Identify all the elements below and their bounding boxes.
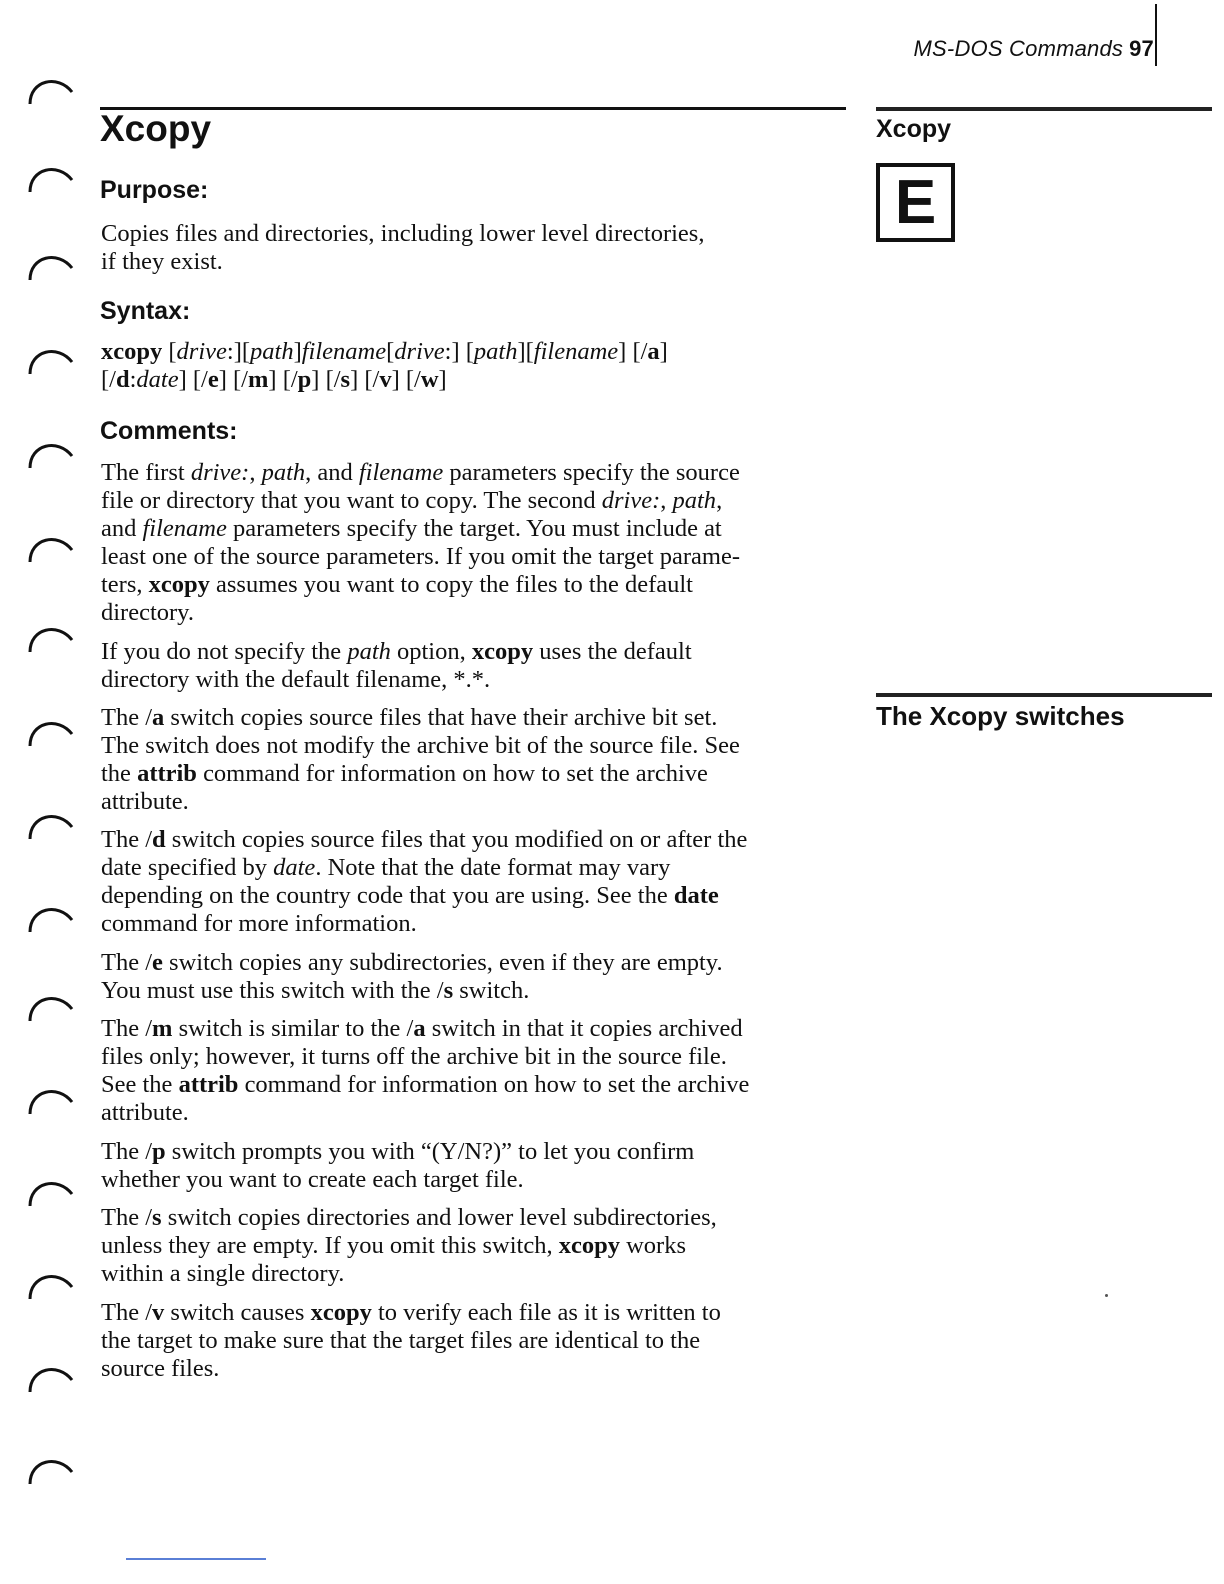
syntax-punct: : [129,366,137,393]
text-line [101,760,861,788]
binding-hole-icon [14,1358,80,1398]
scan-speck [1105,1294,1108,1297]
comment-paragraph-switch-v [101,1299,861,1383]
switch-s: s [340,366,351,393]
running-title: MS-DOS Commands [913,36,1124,61]
switch-s: s [152,1204,162,1231]
title-rule [100,107,846,110]
running-header [914,36,1154,62]
text-line [101,1071,861,1099]
syntax-punct: ][ [517,338,534,365]
footer-line [126,1558,266,1560]
text-run: switch copies source files that have their archive bit set. [164,704,718,731]
comment-paragraph-path [101,638,861,694]
page-number: 97 [1129,36,1154,61]
text-line [101,459,861,487]
param-path: path [672,487,717,514]
switch-p: p [297,366,312,393]
switch-a: a [152,704,165,731]
text-run: The / [101,1299,153,1326]
command-name: xcopy [148,571,210,598]
text-run: , [249,459,262,486]
text-run: If you do not specify the [101,638,348,665]
switch-d: d [152,826,166,853]
purpose-line: Copies files and directories, including lower level directories, [101,220,705,247]
param-drive: drive [176,338,227,365]
text-line [101,1138,861,1166]
syntax-punct: [ [162,338,177,365]
text-run: switch copies directories and lower level subdirectories, [161,1204,717,1231]
param-filename: filename [142,515,227,542]
text-run: switch causes [164,1299,311,1326]
section-badge-letter: E [894,167,937,237]
text-line: command for more information. [101,910,417,937]
param-date: date [273,854,316,881]
text-run: and [101,515,143,542]
text-line: within a single directory. [101,1260,345,1287]
purpose-text [101,220,861,276]
text-line [101,704,861,732]
text-run: , [716,487,723,514]
text-run: unless they are empty. If you omit this switch, [101,1232,559,1259]
syntax-line-1 [101,338,861,366]
header-divider [1155,4,1157,66]
sidebar-section-title: The Xcopy switches [876,701,1125,731]
text-run: The / [101,704,153,731]
text-run: The / [101,1204,153,1231]
command-name: date [673,882,719,909]
text-run: the [101,760,138,787]
text-run: switch in that it copies archived [425,1015,743,1042]
text-run: switch copies source files that you modified on or after the [165,826,748,853]
text-line [101,1015,861,1043]
text-run: to verify each file as it is written to [371,1299,721,1326]
text-line [101,515,861,543]
switch-e: e [207,366,219,393]
text-line [101,487,861,515]
param-date: date [136,366,179,393]
binding-hole-icon [14,618,80,658]
binding-hole-icon [14,987,80,1027]
binding-hole-icon [14,434,80,474]
syntax-punct: [/ [101,366,116,393]
text-run: parameters specify the source [443,459,740,486]
switch-e: e [152,949,163,976]
binding-hole-icon [14,1265,80,1305]
syntax-punct: ] [/ [311,366,341,393]
comment-paragraph-switch-p [101,1138,861,1194]
sidebar-rule-top [876,107,1212,111]
syntax-line-2 [101,366,861,394]
switch-a: a [647,338,660,365]
param-filename: filename [533,338,619,365]
text-run: depending on the country code that you are using. See the [101,882,674,909]
switch-p: p [152,1138,166,1165]
text-line: attribute. [101,1099,189,1126]
sidebar-title: Xcopy [876,115,952,143]
text-line [101,854,861,882]
text-line: directory with the default filename, *.*. [101,666,491,693]
text-run: switch is similar to the / [172,1015,414,1042]
syntax-punct: :][ [226,338,251,365]
param-drive: drive: [601,487,661,514]
command-name: xcopy [558,1232,620,1259]
text-line [101,826,861,854]
comment-paragraph-switch-s [101,1204,861,1288]
switch-w: w [420,366,439,393]
switch-m: m [247,366,269,393]
syntax-heading: Syntax: [100,297,191,325]
sidebar-rule-switches [876,693,1212,697]
syntax-punct: ] [293,338,302,365]
comment-paragraph-switch-a [101,704,861,816]
param-path: path [473,338,518,365]
text-line: least one of the source parameters. If you omit the target parame- [101,543,741,570]
switch-d: d [115,366,130,393]
switch-v: v [152,1299,165,1326]
switch-m: m [152,1015,173,1042]
purpose-line: if they exist. [101,248,223,275]
text-run: works [619,1232,686,1259]
command-name: attrib [137,760,197,787]
text-run: option, [390,638,472,665]
comment-paragraph-parameters [101,459,861,627]
text-run: switch prompts you with “(Y/N?)” to let you confirm [165,1138,695,1165]
text-line [101,571,861,599]
binding-hole-icon [14,1080,80,1120]
text-line: The switch does not modify the archive bit of the source file. See [101,732,740,759]
syntax-punct: ] [659,338,668,365]
text-run: You must use this switch with the / [101,977,444,1004]
binding-hole-icon [14,340,80,380]
syntax-punct: ] [/ [350,366,380,393]
text-run: The / [101,949,153,976]
text-run: date specified by [101,854,274,881]
binding-hole-icon [14,158,80,198]
text-run: , [660,487,673,514]
text-run: The / [101,1138,153,1165]
text-line: files only; however, it turns off the archive bit in the source file. [101,1043,727,1070]
syntax-punct: [ [386,338,395,365]
text-line [101,1232,861,1260]
command-name: attrib [178,1071,239,1098]
syntax-punct: ] [/ [391,366,421,393]
syntax-punct: ] [/ [178,366,208,393]
text-line: source files. [101,1355,220,1382]
text-run: uses the default [533,638,692,665]
binding-hole-icon [14,246,80,286]
text-line [101,882,861,910]
param-filename: filename [301,338,387,365]
param-path: path [347,638,391,665]
command-name: xcopy [310,1299,372,1326]
text-line [101,1299,861,1327]
comments-heading: Comments: [100,417,238,445]
comment-paragraph-switch-d [101,826,861,938]
param-path: path [250,338,294,365]
text-run: The / [101,826,153,853]
text-run: , and [305,459,359,486]
syntax-punct: ] [/ [618,338,648,365]
text-run: command for information on how to set the archive [196,760,708,787]
syntax-text [101,338,861,394]
section-badge [876,163,955,242]
syntax-punct: ] [/ [218,366,248,393]
text-line [101,638,861,666]
text-run: assumes you want to copy the files to the default [209,571,693,598]
page-title: Xcopy [100,108,212,149]
binding-hole-icon [14,898,80,938]
text-run: parameters specify the target. You must include at [226,515,722,542]
text-run: switch. [453,977,530,1004]
binding-hole-icon [14,70,80,110]
text-run: . Note that the date format may vary [315,854,671,881]
text-line: attribute. [101,788,189,815]
param-filename: filename [358,459,444,486]
syntax-punct: ] [438,366,447,393]
command-name: xcopy [101,338,163,365]
binding-hole-icon [14,712,80,752]
switch-v: v [379,366,392,393]
comment-paragraph-switch-e [101,949,861,1005]
syntax-punct: :] [ [444,338,474,365]
text-line [101,1204,861,1232]
syntax-punct: ] [/ [268,366,298,393]
text-run: switch copies any subdirectories, even if they are empty. [162,949,723,976]
text-run: ters, [101,571,149,598]
binding-hole-icon [14,1172,80,1212]
binding-hole-icon [14,1450,80,1490]
binding-hole-icon [14,528,80,568]
comment-paragraph-switch-m [101,1015,861,1127]
text-line: whether you want to create each target file. [101,1166,524,1193]
text-run: file or directory that you want to copy. The second [101,487,602,514]
switch-s: s [443,977,454,1004]
text-line [101,949,861,977]
purpose-heading: Purpose: [100,176,209,204]
binding-hole-icon [14,805,80,845]
param-path: path [261,459,306,486]
switch-a: a [413,1015,426,1042]
param-drive: drive [394,338,445,365]
command-name: xcopy [471,638,534,665]
text-run: See the [101,1071,179,1098]
text-run: command for information on how to set the archive [238,1071,750,1098]
text-line: the target to make sure that the target files are identical to the [101,1327,701,1354]
text-line [101,977,861,1005]
text-run: The / [101,1015,153,1042]
param-drive: drive: [190,459,250,486]
text-run: The first [101,459,191,486]
text-line: directory. [101,599,194,626]
